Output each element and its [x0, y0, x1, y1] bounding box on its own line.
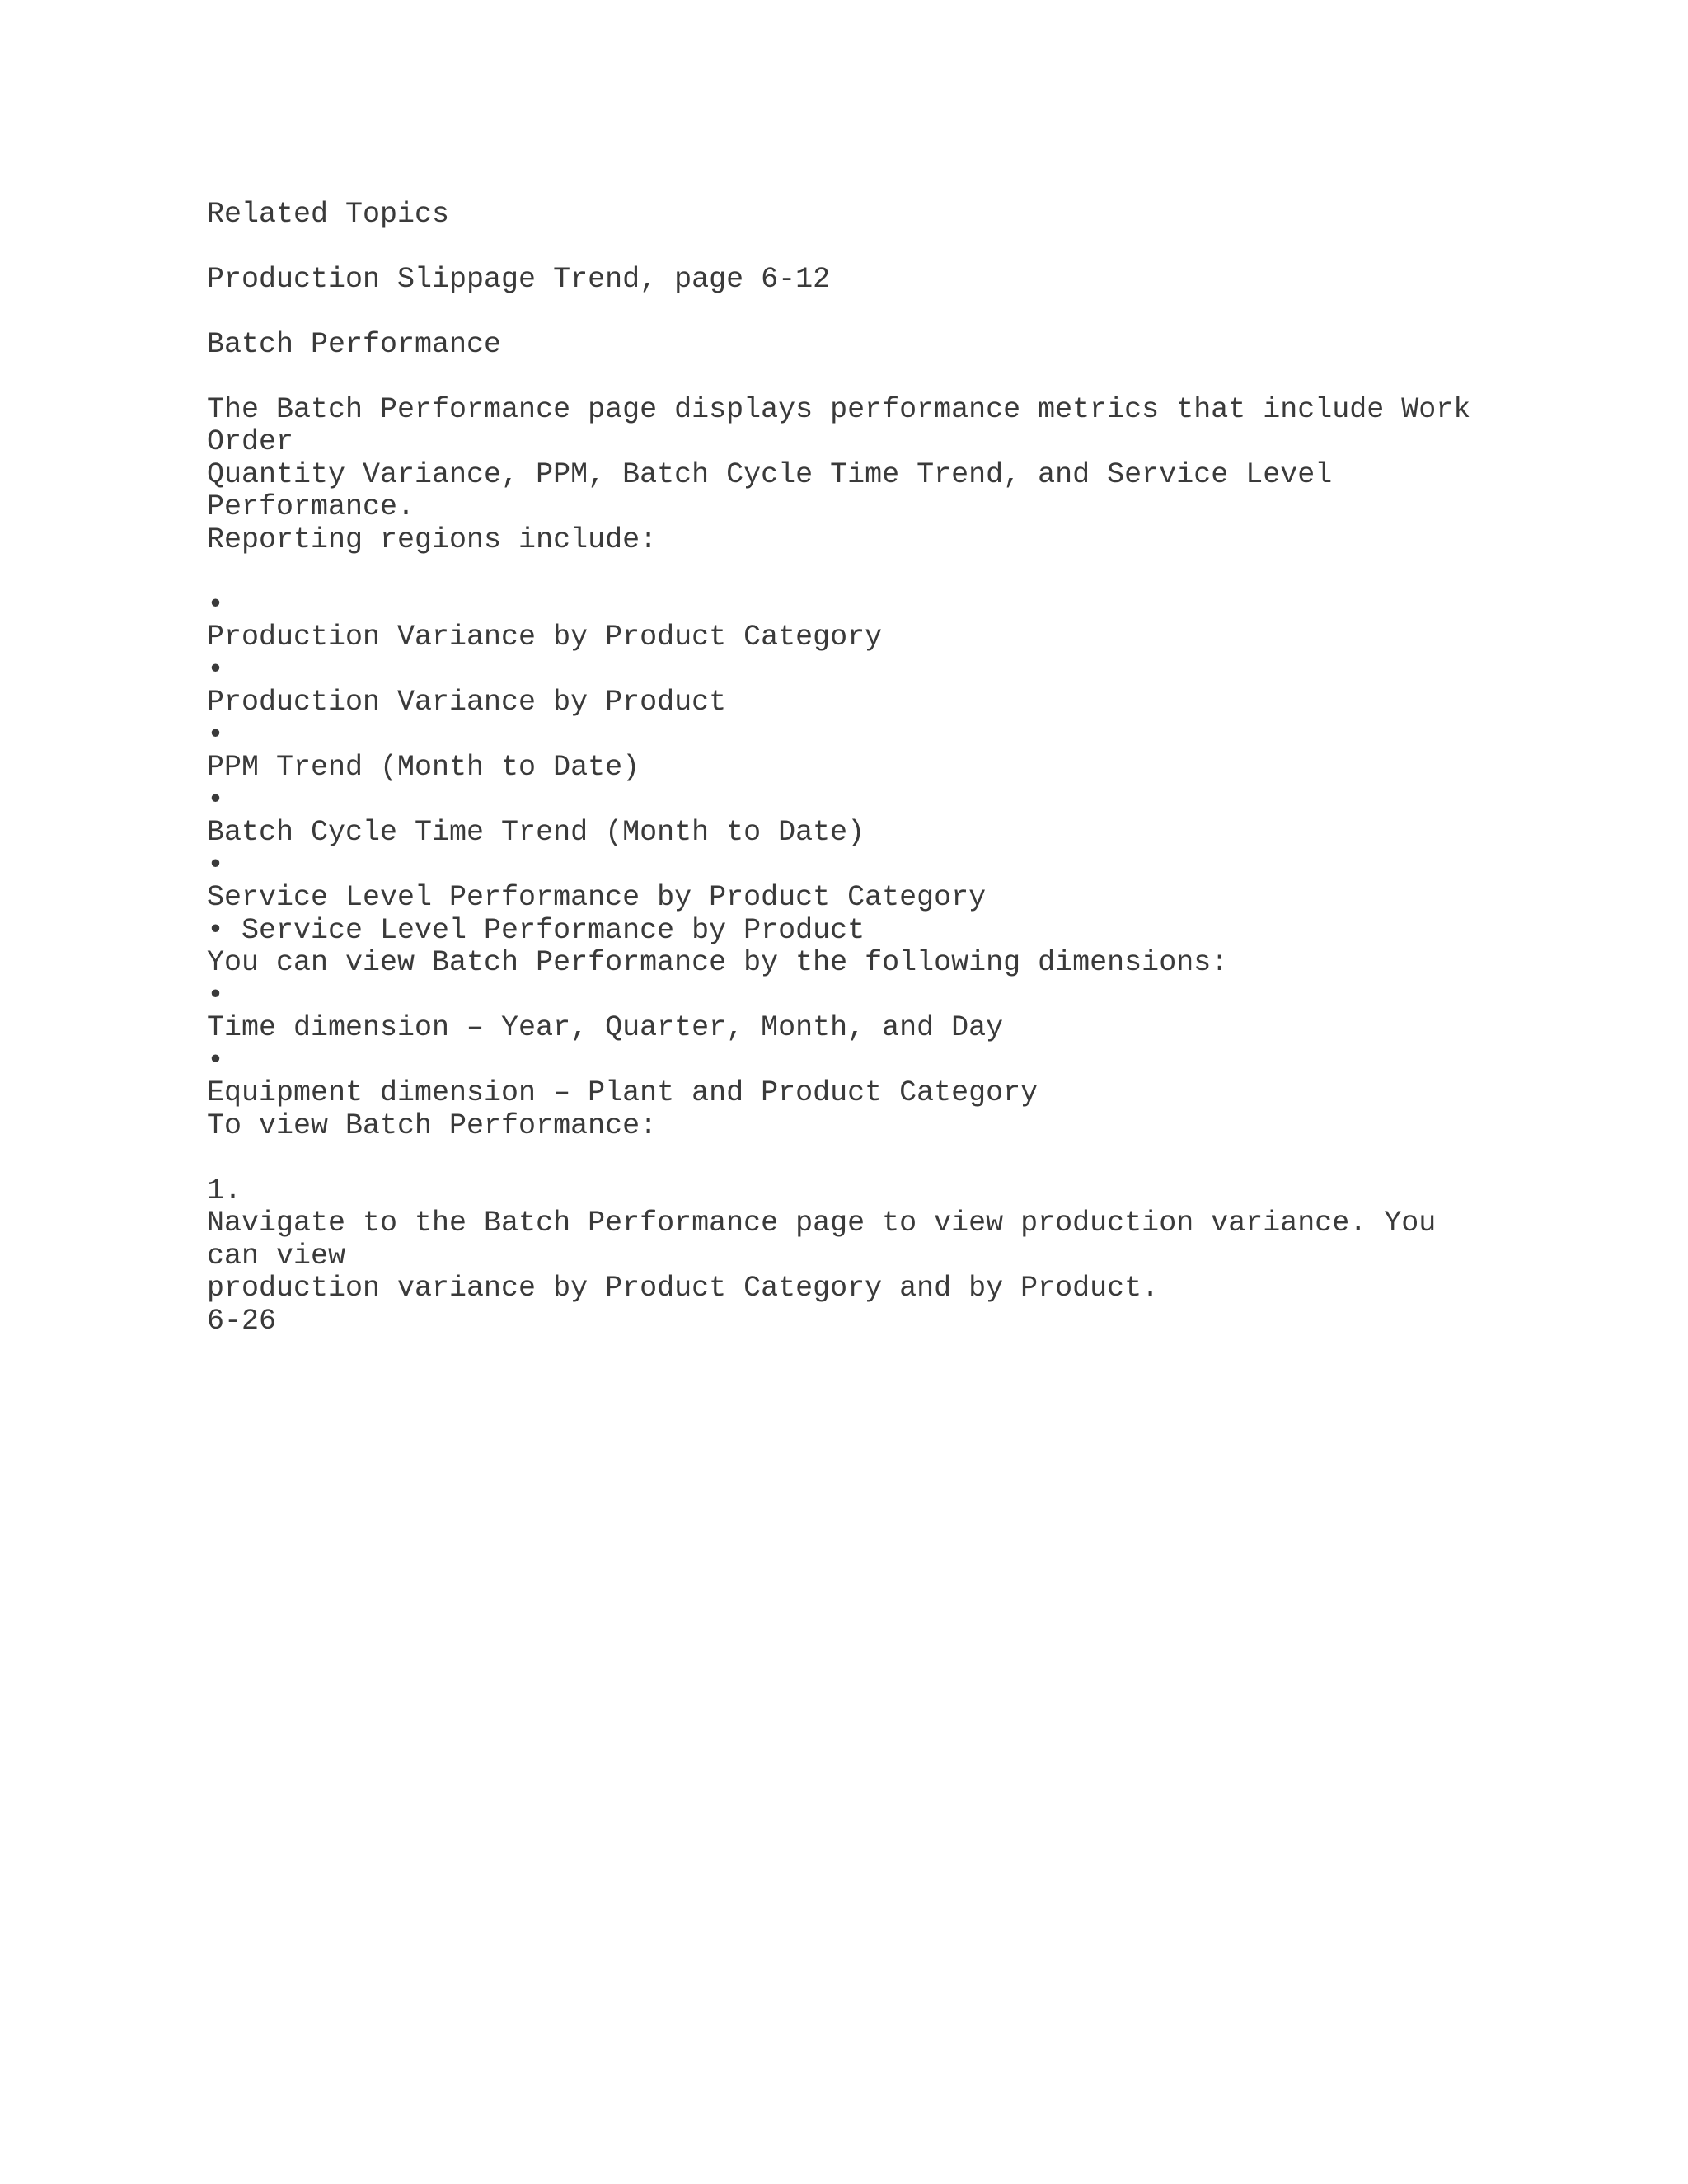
- step-text-line: production variance by Product Category and by Product.: [207, 1272, 1160, 1305]
- bullet-marker: •: [207, 588, 225, 621]
- bullet-marker: •: [207, 1044, 225, 1077]
- body-text-line: Quantity Variance, PPM, Batch Cycle Time Trend, and Service Level: [207, 458, 1333, 491]
- bullet-marker: •: [207, 979, 225, 1012]
- body-text-line: Order: [207, 425, 294, 458]
- list-item: Equipment dimension – Plant and Product Category: [207, 1076, 1039, 1109]
- body-text-line: You can view Batch Performance by the following dimensions:: [207, 946, 1229, 979]
- bullet-marker: •: [207, 719, 225, 752]
- body-text-line: Reporting regions include:: [207, 523, 658, 556]
- related-topic-link: Production Slippage Trend, page 6-12: [207, 263, 831, 296]
- bullet-marker: •: [207, 654, 225, 687]
- body-text-line: Performance.: [207, 490, 415, 523]
- page-number: 6-26: [207, 1305, 277, 1338]
- step-number: 1.: [207, 1174, 242, 1207]
- step-text-line: can view: [207, 1240, 346, 1272]
- bullet-marker: •: [207, 849, 225, 882]
- section-title: Batch Performance: [207, 328, 502, 361]
- list-item: Time dimension – Year, Quarter, Month, and Day: [207, 1011, 1004, 1044]
- list-item: PPM Trend (Month to Date): [207, 751, 640, 784]
- body-text-line: The Batch Performance page displays performance metrics that include Work: [207, 393, 1471, 426]
- list-item: Production Variance by Product Category: [207, 621, 883, 654]
- list-item: Service Level Performance by Product Category: [207, 881, 987, 914]
- related-topics-heading: Related Topics: [207, 198, 450, 231]
- list-item: Production Variance by Product: [207, 686, 727, 719]
- step-text-line: Navigate to the Batch Performance page to view production variance. You: [207, 1207, 1437, 1240]
- bullet-marker: •: [207, 784, 225, 817]
- list-item: • Service Level Performance by Product: [207, 914, 865, 947]
- list-item: Batch Cycle Time Trend (Month to Date): [207, 816, 865, 849]
- body-text-line: To view Batch Performance:: [207, 1109, 658, 1142]
